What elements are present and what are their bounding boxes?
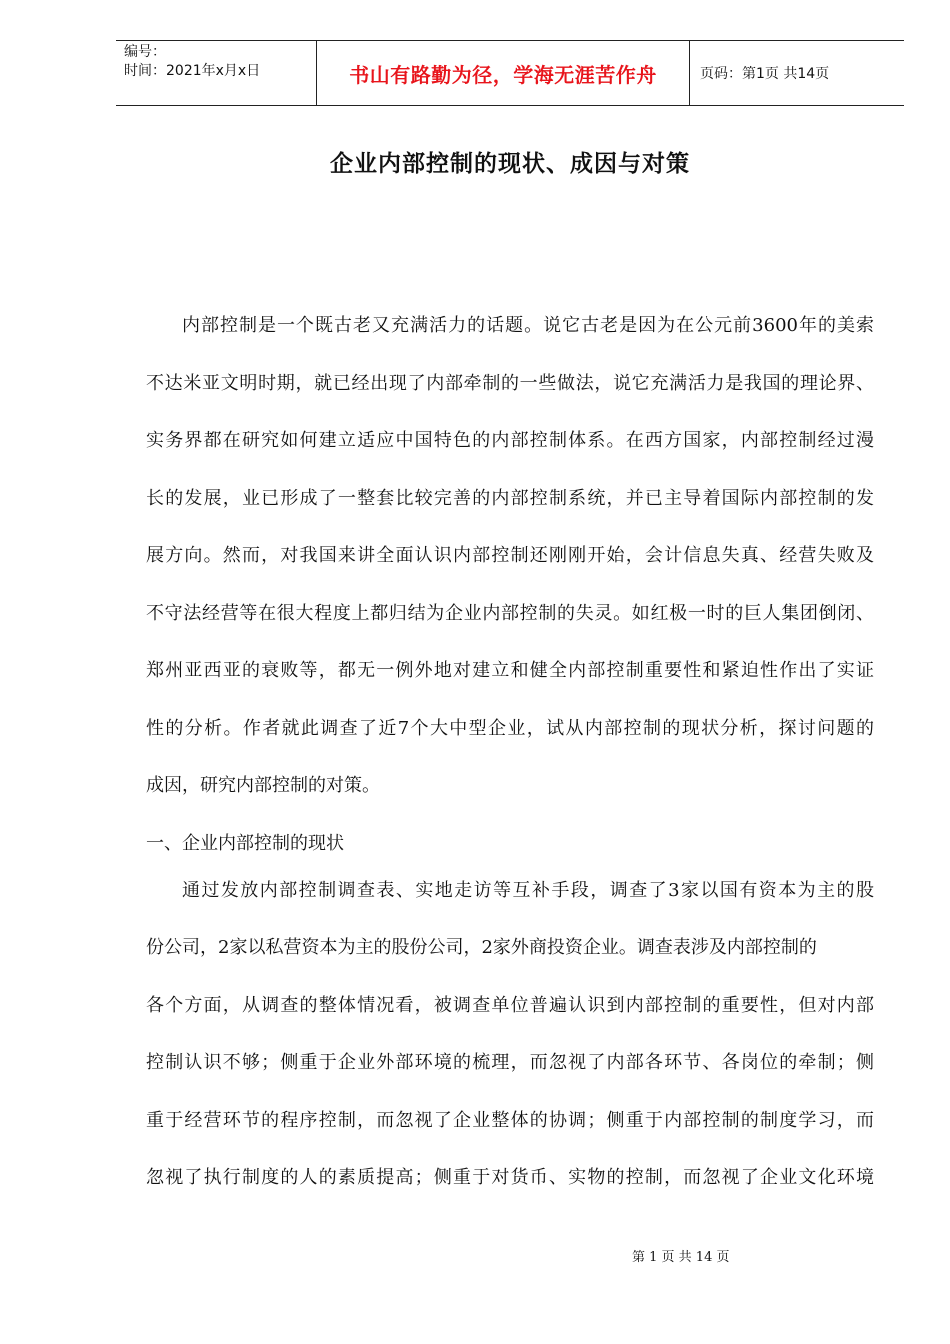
body-line: 控制认识不够；侧重于企业外部环境的梳理，而忽视了内部各环节、各岗位的牵制；侧 (146, 1052, 874, 1073)
body-line: 性的分析。作者就此调查了近7个大中型企业，试从内部控制的现状分析，探讨问题的 (146, 717, 874, 739)
body-line: 成因，研究内部控制的对策。 (146, 775, 380, 796)
header-motto-cell (316, 41, 690, 105)
body-line: 长的发展，业已形成了一整套比较完善的内部控制系统，并已主导着国际内部控制的发 (146, 487, 874, 509)
header-page-info: 页码：第1页 共14页 (700, 66, 830, 82)
document-body (146, 308, 874, 1218)
body-line: 各个方面，从调查的整体情况看，被调查单位普遍认识到内部控制的重要性，但对内部 (146, 994, 874, 1016)
body-line: 展方向。然而，对我国来讲全面认识内部控制还刚刚开始，会计信息失真、经营失败及 (146, 545, 874, 566)
document-title: 企业内部控制的现状、成因与对策 (330, 150, 690, 177)
page-footer: 第 1 页 共 14 页 (632, 1250, 730, 1265)
body-line: 内部控制是一个既古老又充满活力的话题。说它古老是因为在公元前3600年的美索 (182, 315, 874, 336)
section-heading: 一、企业内部控制的现状 (146, 832, 344, 854)
date-label: 时间：2021年x月x日 (124, 63, 261, 79)
body-line: 忽视了执行制度的人的素质提高；侧重于对货币、实物的控制，而忽视了企业文化环境 (146, 1167, 874, 1188)
header-meta (116, 41, 316, 105)
body-line: 郑州亚西亚的衰败等，都无一例外地对建立和健全内部控制重要性和紧迫性作出了实证 (146, 660, 874, 681)
body-line: 不守法经营等在很大程度上都归结为企业内部控制的失灵。如红极一时的巨人集团倒闭、 (146, 602, 874, 624)
serial-number-label: 编号： (124, 44, 166, 60)
body-line: 不达米亚文明时期，就已经出现了内部牵制的一些做法，说它充满活力是我国的理论界、 (146, 372, 874, 394)
body-line: 实务界都在研究如何建立适应中国特色的内部控制体系。在西方国家，内部控制经过漫 (146, 430, 874, 451)
page-header (116, 40, 904, 106)
body-line: 份公司，2家以私营资本为主的股份公司，2家外商投资企业。调查表涉及内部控制的 (146, 937, 817, 958)
body-line: 通过发放内部控制调查表、实地走访等互补手段，调查了3家以国有资本为主的股 (182, 879, 874, 901)
header-page-info-cell (690, 41, 904, 105)
header-motto: 书山有路勤为径，学海无涯苦作舟 (349, 62, 657, 87)
body-line: 重于经营环节的程序控制，而忽视了企业整体的协调；侧重于内部控制的制度学习，而 (146, 1109, 874, 1131)
